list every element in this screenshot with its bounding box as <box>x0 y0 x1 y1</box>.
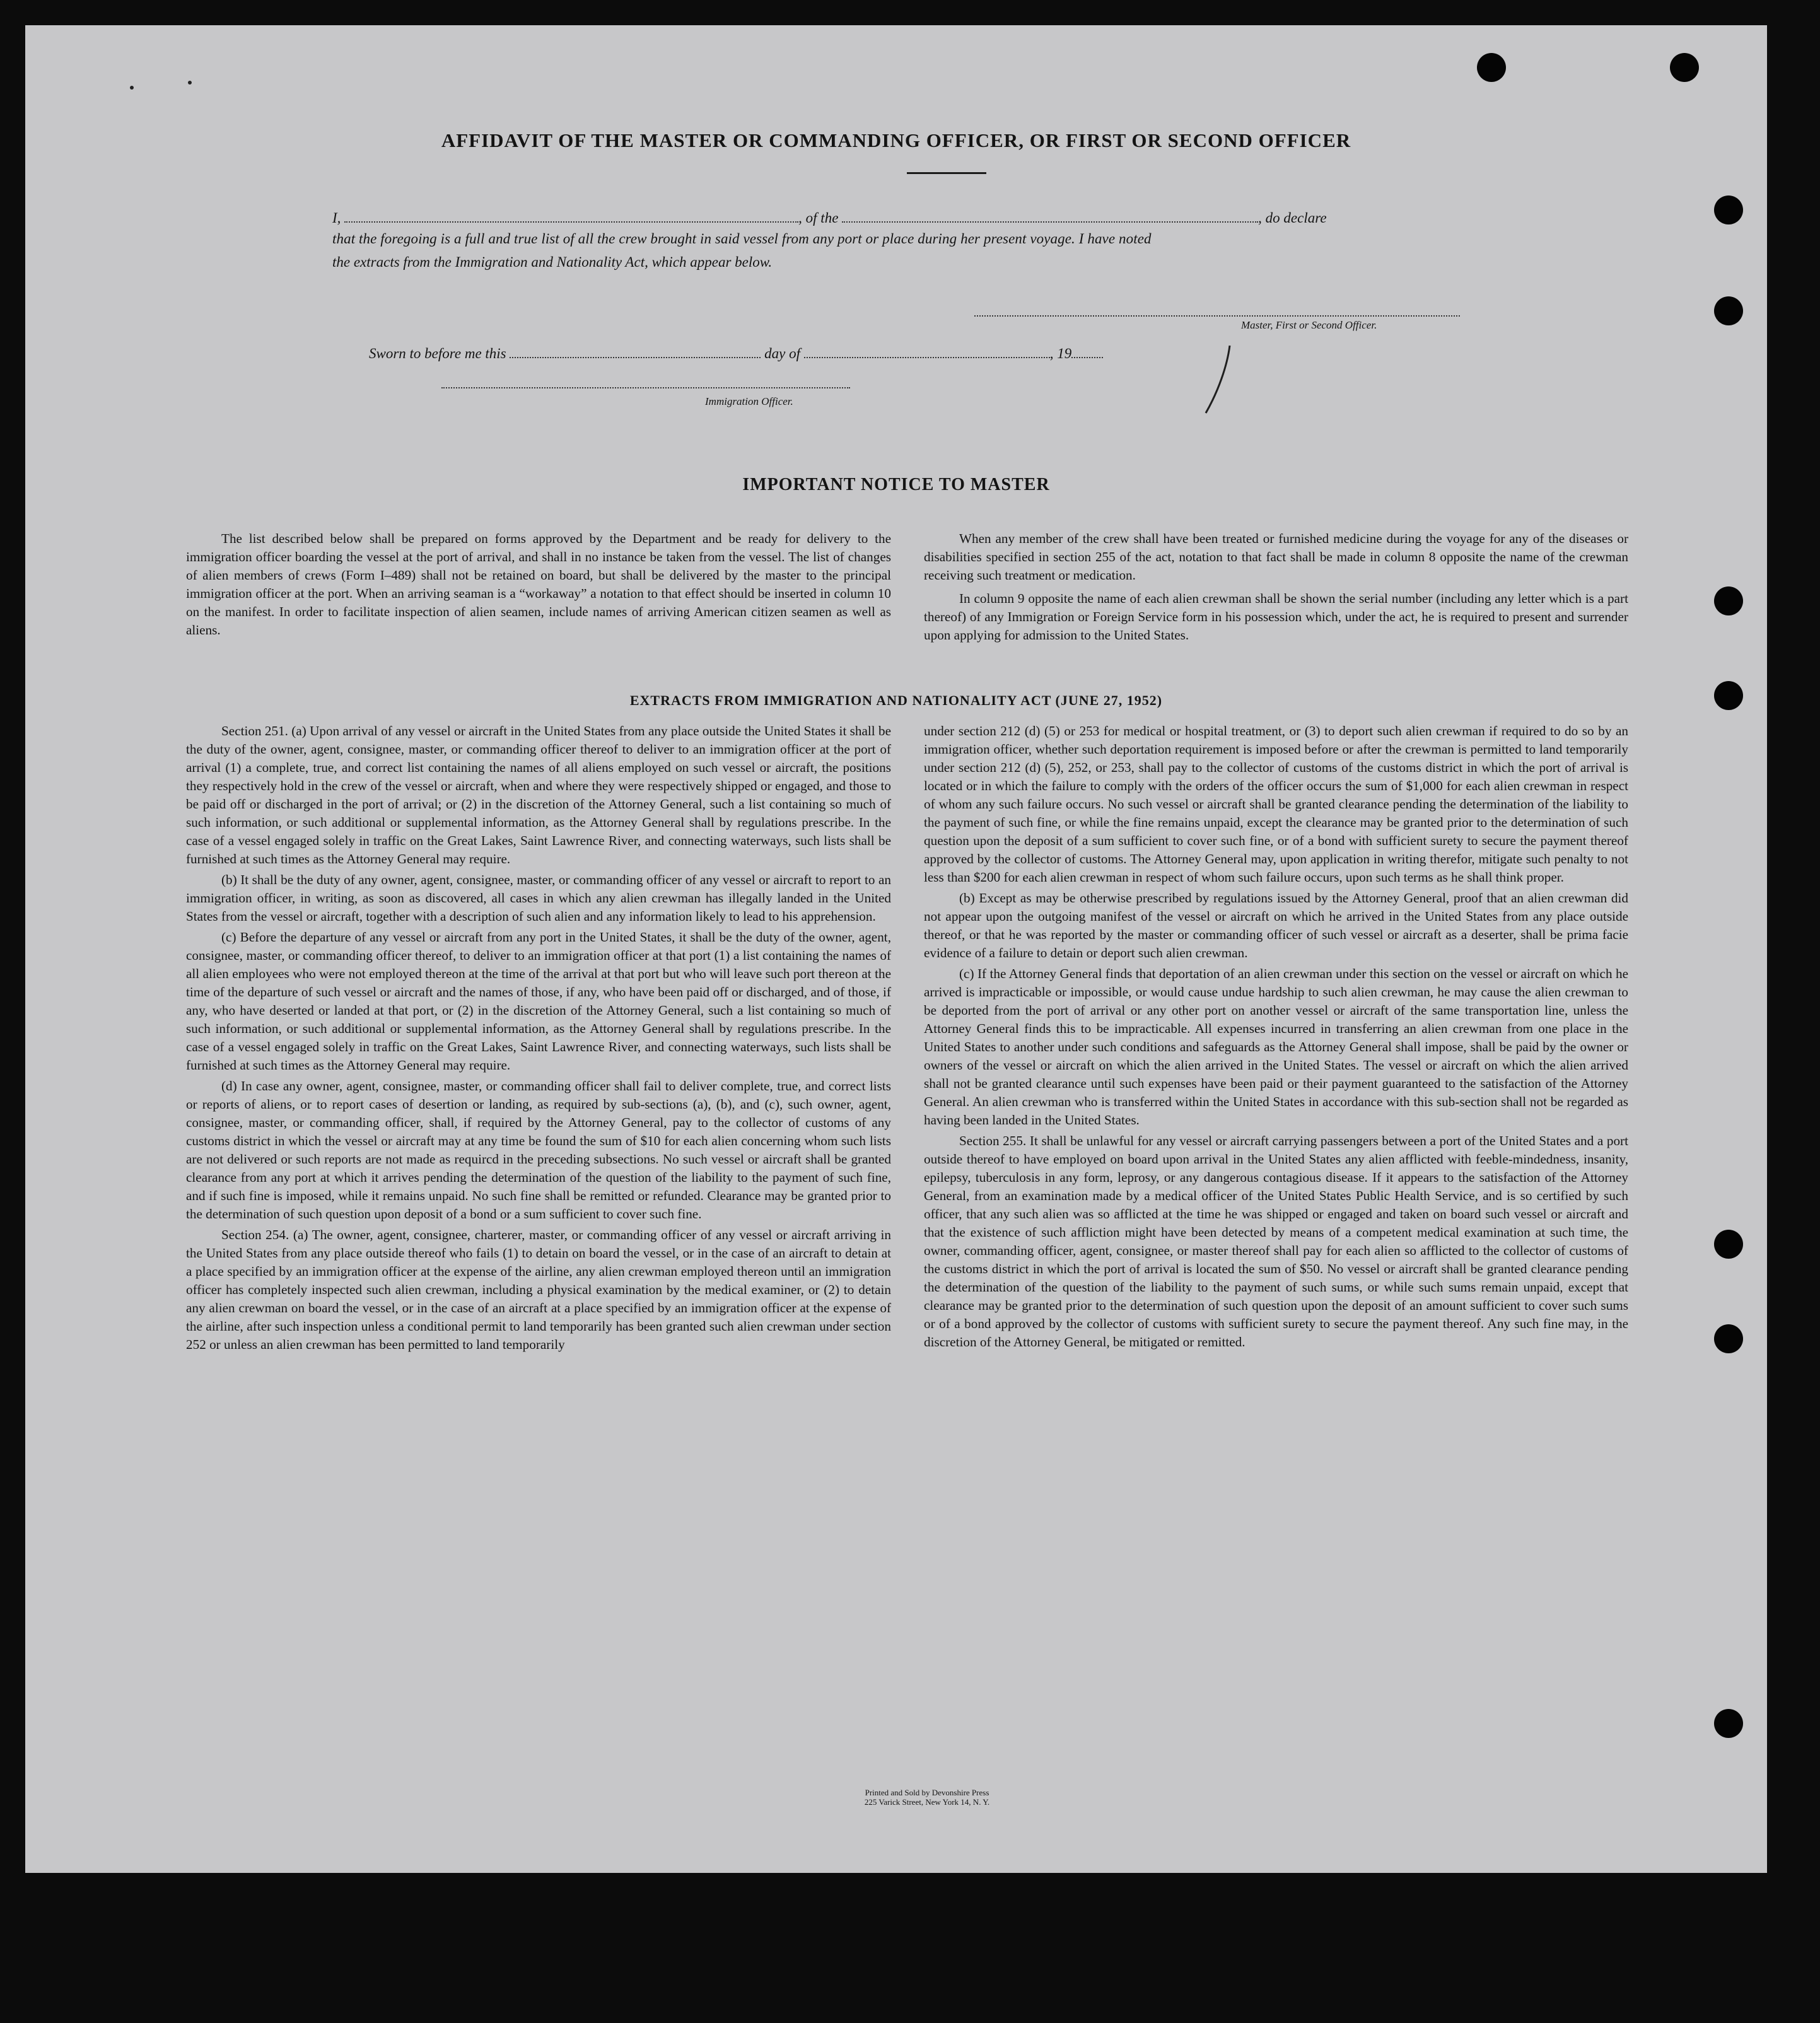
declaration-i: I, <box>332 210 341 226</box>
notice-title: IMPORTANT NOTICE TO MASTER <box>742 475 1050 494</box>
year-blank[interactable] <box>1071 342 1103 358</box>
act-section: (c) Before the departure of any vessel or aircraft from any port in the United States, it shall be the duty of the owner, agent, consignee, master, or commanding officer thereof, to deliver to an immigration officer at that port (1) a list containing the names of all alien employees who were not employed thereon at the time of the arrival at that port but who will leave such port thereon at the time of the departure of such vessel or aircraft and the names of those, if any, who have been paid off or discharged, and of those, if any, who have deserted or landed at that port, or (2) in the discretion of the Attorney General, such a list containing so much of such information, or such additional or supplemental information, as the Attorney General shall by regulations prescribe. In the case of a vessel engaged solely in traffic on the Great Lakes, Saint Lawrence River, and connecting waterways, such lists shall be furnished at such times as the Attorney General may require. <box>186 930 891 1073</box>
form-page <box>25 25 1767 1873</box>
notice-paragraph: In column 9 opposite the name of each alien crewman shall be shown the serial number (including any letter which is a part thereof) of any Immigration or Foreign Service form in his possession which, under the act, he is required to present and surrender upon applying for admission to the United States. <box>924 591 1628 643</box>
officer-signature-blank[interactable] <box>441 386 850 388</box>
name-blank[interactable] <box>344 206 798 223</box>
declaration-line-2: that the foregoing is a full and true list of all the crew brought in said vessel from any port or place during her present voyage. I have noted <box>332 231 1152 247</box>
extracts-right-column <box>924 722 1628 1354</box>
vessel-blank[interactable] <box>842 206 1258 223</box>
act-section: Section 251. (a) Upon arrival of any vessel or aircraft in the United States from any place outside the United States it shall be the duty of the owner, agent, consignee, master, or commanding officer thereof to deliver to an immigration officer at the port of arrival (1) a complete, true, and correct list containing the names of all aliens employed on such vessel or aircraft, the positions they respectively hold in the crew of the vessel or aircraft, when and where they were respectively shipped or engaged, and those to be paid off or discharged in the port of arrival; or (2) in the discretion of the Attorney General, such a list containing so much of such information, or such additional or supplemental information, as the Attorney General shall by regulations prescribe. In the case of a vessel engaged solely in traffic on the Great Lakes, Saint Lawrence River, and connecting waterways, such lists shall be furnished at such times as the Attorney General may require. <box>186 723 891 866</box>
extracts-title: EXTRACTS FROM IMMIGRATION AND NATIONALITY ACT (JUNE 27, 1952) <box>629 692 1163 708</box>
act-section: Section 254. (a) The owner, agent, consignee, charterer, master, or commanding officer of any vessel or aircraft arriving in the United States from any place outside thereof who fails (1) to detain on board the vessel, or in the case of an aircraft to detain at a place specified by an immigration officer at the expense of the airline, any alien crewman employed thereon until an immigration officer has completely inspected such alien crewman, including a physical examination by the medical examiner, or (2) to detain any alien crewman on board the vessel, or in the case of an aircraft at a place specified by an immigration officer at the expense of the airline, after such inspection unless a conditional permit to land temporarily has been granted such alien crewman under section 252 or unless an alien crewman has been permitted to land temporarily <box>186 1227 891 1352</box>
declaration-line-3: the extracts from the Immigration and Nationality Act, which appear below. <box>332 254 773 270</box>
notice-paragraph: When any member of the crew shall have been treated or furnished medicine during the voyage for any of the diseases or disabilities specified in section 255 of the act, notation to that fact shall be made in column 8 opposite the name of the crewman receiving such treatment or medication. <box>924 531 1628 583</box>
punch-hole <box>1714 1230 1743 1259</box>
paper-speck <box>188 81 192 85</box>
punch-hole <box>1670 53 1699 82</box>
declaration-of-the: , of the <box>798 210 839 226</box>
notice-right-column <box>924 530 1628 647</box>
act-section: (d) In case any owner, agent, consignee, master, or commanding officer shall fail to deliver complete, true, and correct lists or reports of aliens, or to report cases of desertion or landing, as required by sub-sections (a), (b), and (c), such owner, agent, consignee, master, or commanding officer, shall, if required by the Attorney General, pay to the collector of customs of any customs district in which the vessel or aircraft may at any time be found the sum of $10 for each alien concerning whom such lists are not delivered or such reports are not made as requircd in the preceding subsections. No such vessel or aircraft shall be granted clearance from any port at which it arrives pending the determination of the question of the liability to the payment of such fine, and if such fine is imposed, while it remains unpaid. No such fine shall be remitted or refunded. Clearance may be granted prior to the determination of such question upon deposit of a bond or a sum sufficient to cover such fine. <box>186 1078 891 1221</box>
punch-hole <box>1714 586 1743 615</box>
day-blank[interactable] <box>510 342 761 358</box>
extracts-left-column <box>186 722 891 1356</box>
printer-name: Printed and Sold by Devonshire Press <box>865 1788 989 1797</box>
act-section: Section 255. It shall be unlawful for any vessel or aircraft carrying passengers between a port of the United States and a port outside thereof to have employed on board upon arrival in the United States any alien afflicted with feeble-mindedness, insanity, epilepsy, tuberculosis in any form, leprosy, or any dangerous contagious disease. If it appears to the satisfaction of the Attorney General, from an examination made by a medical officer of the United States Public Health Service, and is so certified by such officer, that any such alien was so afflicted at the time he was shipped or engaged and taken on board such vessel or aircraft and that the existence of such affliction might have been detected by means of a competent medical examination at such time, the owner, commanding officer, agent, consignee, or master thereof shall pay for each alien so afflicted to the collector of customs of the customs district in which the port of arrival is located the sum of $50. No vessel or aircraft shall be granted clearance pending the determination of the question of the liability to the payment of such sums, or while such sums remain unpaid, except that clearance may be granted prior to the determination of such question upon the deposit of an amount sufficient to cover such sums or of a bond approved by the collector of customs with sufficient surety to secure the payment thereof. Any such fine may, in the discretion of the Attorney General, be mitigated or remitted. <box>924 1133 1628 1350</box>
title-underline <box>907 172 986 174</box>
master-signature-blank[interactable] <box>974 314 1460 317</box>
officer-signature-label: Immigration Officer. <box>705 395 793 407</box>
act-section: (b) It shall be the duty of any owner, agent, consignee, master, or commanding officer of any vessel or aircraft to report to an immigration officer, in writing, as soon as discovered, all cases in which any alien crewman has illegally landed in the United States from the vessel or aircraft, together with a description of such alien and any information likely to lead to his apprehension. <box>186 872 891 924</box>
month-blank[interactable] <box>804 342 1050 358</box>
punch-hole <box>1714 195 1743 224</box>
act-section: (c) If the Attorney General finds that deportation of an alien crewman under this section on the vessel or aircraft on which he arrived is impracticable or impossible, or would cause undue hardship to such alien crewman, he may cause the alien crewman to be deported from the port of arrival or any other port on another vessel or aircraft of the same transportation line, unless the Attorney General finds this to be impracticable. All expenses incurred in transferring an alien crewman from one place in the United States to another under such conditions and safeguards as the Attorney General shall impose, shall be paid by the owner or owners of the vessel or aircraft on which the alien arrived in the United States. The vessel or aircraft on which the alien arrived shall not be granted clearance until such expenses have been paid or their payment guaranteed to the satisfaction of the Attorney General. An alien crewman who is transferred within the United States in accordance with this sub-section shall not be regarded as having been landed in the United States. <box>924 966 1628 1128</box>
master-signature-label: Master, First or Second Officer. <box>1241 319 1377 331</box>
act-section: under section 212 (d) (5) or 253 for medical or hospital treatment, or (3) to deport such alien crewman if required to do so by an immigration officer, whether such deportation requirement is imposed before or after the crewman is permitted to land temporarily under section 212 (d) (5), 252, or 253, shall pay to the collector of customs of the customs district in which the port of arrival is located or in which the failure to comply with the orders of the officer occurs the sum of $1,000 for each alien crewman in respect of whom any such failure occurs. No such vessel or aircraft shall be granted clearance pending the determination of the liability to the payment of such fine, or while the fine remains unpaid, except the clearance may be granted prior to the determination of such question upon the deposit of a sum sufficient to cover such fine, or of a bond with sufficient surety to secure the payment thereof approved by the collector of customs. The Attorney General may, upon application in writing therefor, mitigate such penalty to not less than $200 for each alien crewman in respect of whom such failure occurs, upon such terms as he shall think proper. <box>924 723 1628 885</box>
punch-hole <box>1714 1324 1743 1353</box>
notice-left-column <box>186 530 891 642</box>
punch-hole <box>1714 1709 1743 1738</box>
declaration-do-declare: , do declare <box>1258 210 1327 226</box>
punch-hole <box>1714 296 1743 325</box>
paper-speck <box>130 86 134 90</box>
printer-imprint <box>801 1788 1053 1807</box>
sworn-line <box>369 342 1103 362</box>
declaration-line <box>332 206 1327 226</box>
affidavit-title: AFFIDAVIT OF THE MASTER OR COMMANDING OFFICER, OR FIRST OR SECOND OFFICER <box>441 129 1351 151</box>
act-section: (b) Except as may be otherwise prescribed by regulations issued by the Attorney General, proof that an alien crewman did not appear upon the outgoing manifest of the vessel or aircraft on which he arrived in the United States from any place outside thereof, or that he was reported by the master or commanding officer of such vessel or aircraft as a deserter, shall be prima facie evidence of a failure to detain or deport such alien crewman. <box>924 890 1628 960</box>
pen-stroke-mark <box>1199 341 1250 416</box>
punch-hole <box>1477 53 1506 82</box>
notice-paragraph: The list described below shall be prepared on forms approved by the Department and be ready for delivery to the immigration officer boarding the vessel at the port of arrival, and shall in no instance be taken from the vessel. The list of changes of alien members of crews (Form I–489) shall not be retained on board, but shall be delivered by the master to the principal immigration officer at the port. When an arriving seaman is a “workaway” a notation to that effect should be inserted in column 10 on the manifest. In order to facilitate inspection of alien seamen, include names of arriving American citizen seamen as well as aliens. <box>186 531 891 638</box>
sworn-label: Sworn to before me this <box>369 346 506 361</box>
printer-address: 225 Varick Street, New York 14, N. Y. <box>864 1797 990 1807</box>
day-of-label: day of <box>764 346 800 361</box>
year-prefix: , 19 <box>1049 346 1072 361</box>
